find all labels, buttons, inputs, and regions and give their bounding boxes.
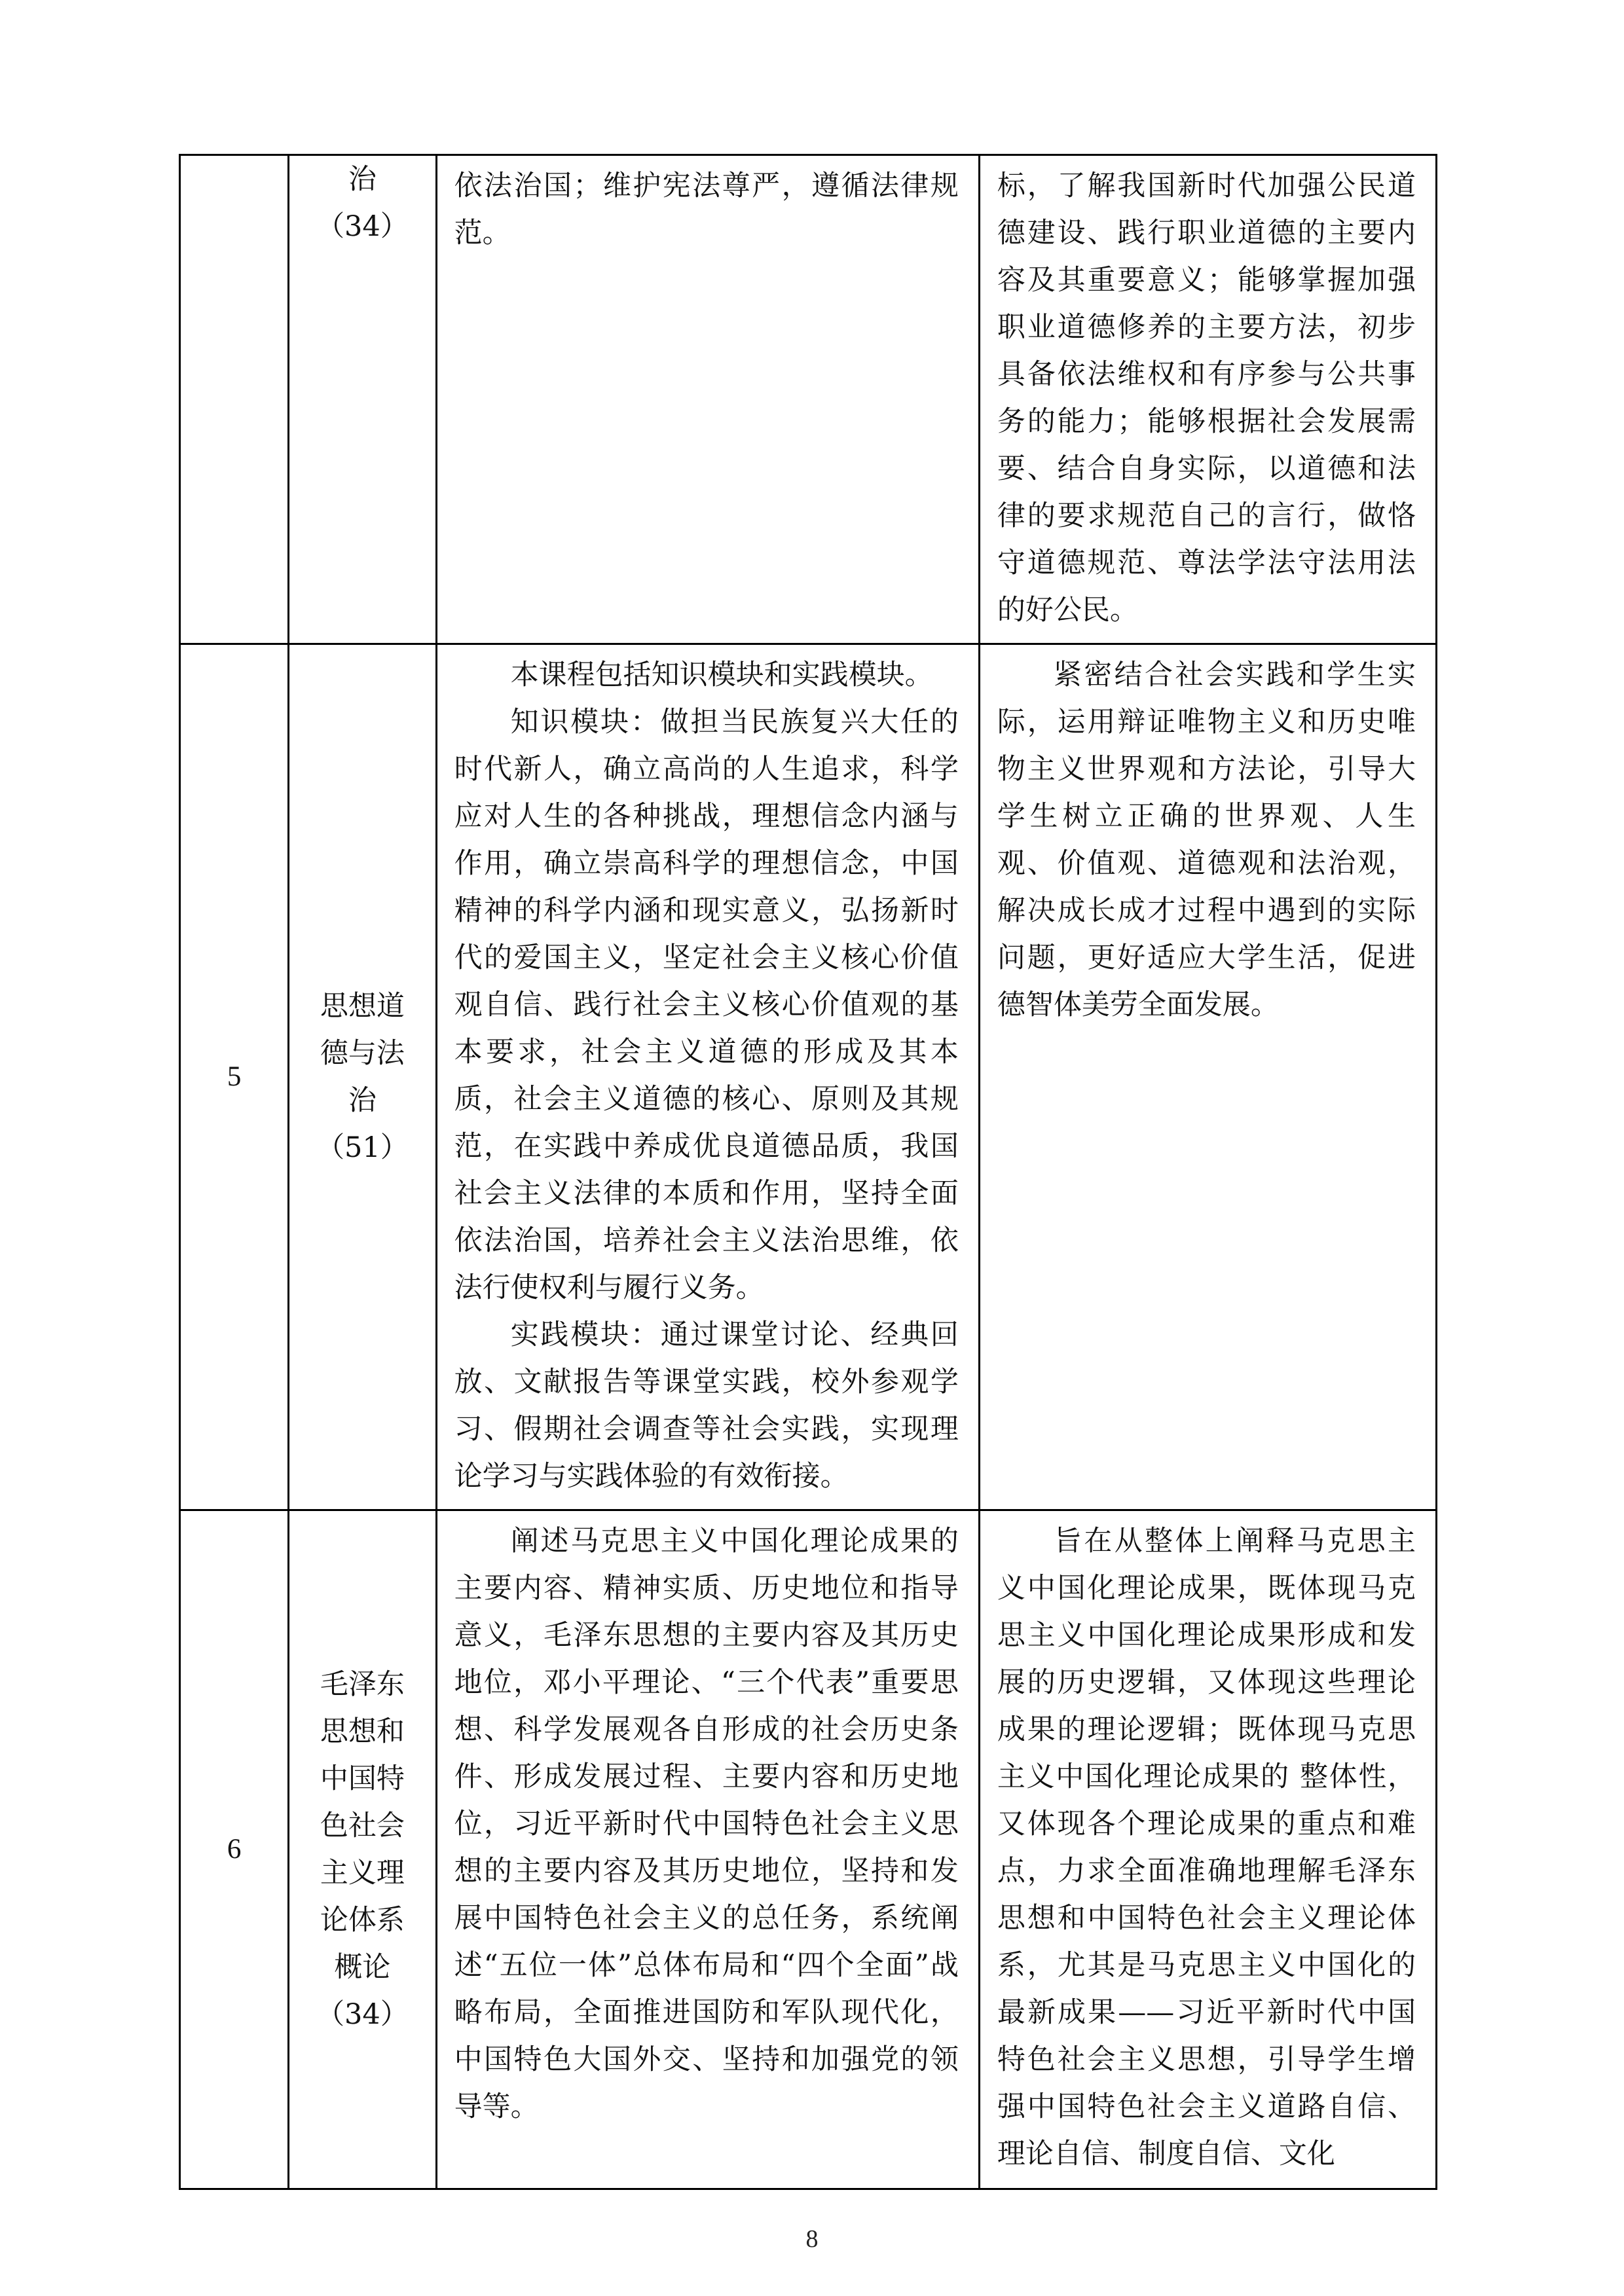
- content-paragraph: 实践模块：通过课堂讨论、经典回放、文献报告等课堂实践，校外参观学习、假期社会调查等社会实践，实现理论学习与实践体验的有效衔接。: [454, 1319, 959, 1493]
- course-name-line: 概论: [334, 1951, 391, 1984]
- content-paragraph: 本课程包括知识模块和实践模块。: [510, 659, 933, 691]
- course-number: [180, 155, 289, 644]
- course-name: [289, 155, 436, 644]
- course-hours: （34）: [316, 1998, 409, 2031]
- course-name-line: 治: [348, 163, 377, 196]
- content-paragraph: 知识模块：做担当民族复兴大任的时代新人，确立高尚的人生追求，科学应对人生的各种挑战，理想信念内涵与作用，确立崇高科学的理想信念，中国精神的科学内涵和现实意义，弘扬新时代的爱国主义，坚定社会主义核心价值观自信、践行社会主义核心价值观的基本要求，社会主义道德的形成及其本质，社会主义道德的核心、原则及其规范，在实践中养成优良道德品质，我国社会主义法律的本质和作用，坚持全面依法治国，培养社会主义法治思维，依法行使权利与履行义务。: [454, 706, 959, 1304]
- course-name-line: 主义理: [320, 1857, 405, 1889]
- course-content: [436, 155, 979, 644]
- course-name-line: 思想道: [320, 990, 405, 1023]
- goal-paragraph: 标，了解我国新时代加强公民道德建设、践行职业道德的主要内容及其重要意义；能够掌握加强职业道德修养的主要方法，初步具备依法维权和有序参与公共事务的能力；能够根据社会发展需要、结合自身实际，以道德和法律的要求规范自己的言行，做恪守道德规范、尊法学法守法用法的好公民。: [997, 170, 1416, 627]
- course-number: 5: [180, 644, 289, 1510]
- course-number: 6: [180, 1510, 289, 2189]
- course-goal: [979, 155, 1436, 644]
- course-name-line: 色社会: [320, 1810, 405, 1842]
- course-name-line: 中国特: [320, 1762, 405, 1795]
- content-paragraph: 依法治国；维护宪法尊严，遵循法律规范。: [454, 170, 959, 249]
- content-paragraph: 阐述马克思主义中国化理论成果的主要内容、精神实质、历史地位和指导意义，毛泽东思想的主要内容及其历史地位，邓小平理论、“三个代表”重要思想、科学发展观各自形成的社会历史条件、形成发展过程、主要内容和历史地位，习近平新时代中国特色社会主义思想的主要内容及其历史地位，坚持和发展中国特色社会主义的总任务，系统阐述“五位一体”总体布局和“四个全面”战略布局，全面推进国防和军队现代化，中国特色大国外交、坚持和加强党的领导等。: [454, 1525, 959, 2123]
- course-goal: [979, 644, 1436, 1510]
- course-name-line: 论体系: [320, 1904, 405, 1937]
- course-hours: （51）: [316, 1131, 409, 1164]
- goal-paragraph: 旨在从整体上阐释马克思主义中国化理论成果，既体现马克思主义中国化理论成果形成和发展的历史逻辑，又体现这些理论成果的理论逻辑；既体现马克思主义中国化理论成果的 整体性，又体现各个理论成果的重点和难点，力求全面准确地理解毛泽东思想和中国特色社会主义理论体系，尤其是马克思主义中国化的最新成果——习近平新时代中国特色社会主义思想，引导学生增强中国特色社会主义道路自信、理论自信、制度自信、文化: [997, 1525, 1416, 2170]
- course-content: [436, 644, 979, 1510]
- table-row: [180, 155, 1437, 644]
- course-content: [436, 1510, 979, 2189]
- course-name-line: 治: [348, 1084, 377, 1117]
- goal-paragraph: 紧密结合社会实践和学生实际，运用辩证唯物主义和历史唯物主义世界观和方法论，引导大学生树立正确的世界观、人生观、价值观、道德观和法治观，解决成长成才过程中遇到的实际问题，更好适应大学生活，促进德智体美劳全面发展。: [997, 659, 1416, 1021]
- course-name-line: 思想和: [320, 1715, 405, 1748]
- course-hours: （34）: [316, 210, 409, 243]
- course-name-line: 毛泽东: [320, 1668, 405, 1701]
- course-goal: [979, 1510, 1436, 2189]
- course-name: [289, 644, 436, 1510]
- course-table: [179, 154, 1437, 2190]
- course-name-line: 德与法: [320, 1037, 405, 1070]
- table-row: [180, 1510, 1437, 2189]
- course-name: [289, 1510, 436, 2189]
- table-row: [180, 644, 1437, 1510]
- page-number: 8: [805, 2225, 819, 2253]
